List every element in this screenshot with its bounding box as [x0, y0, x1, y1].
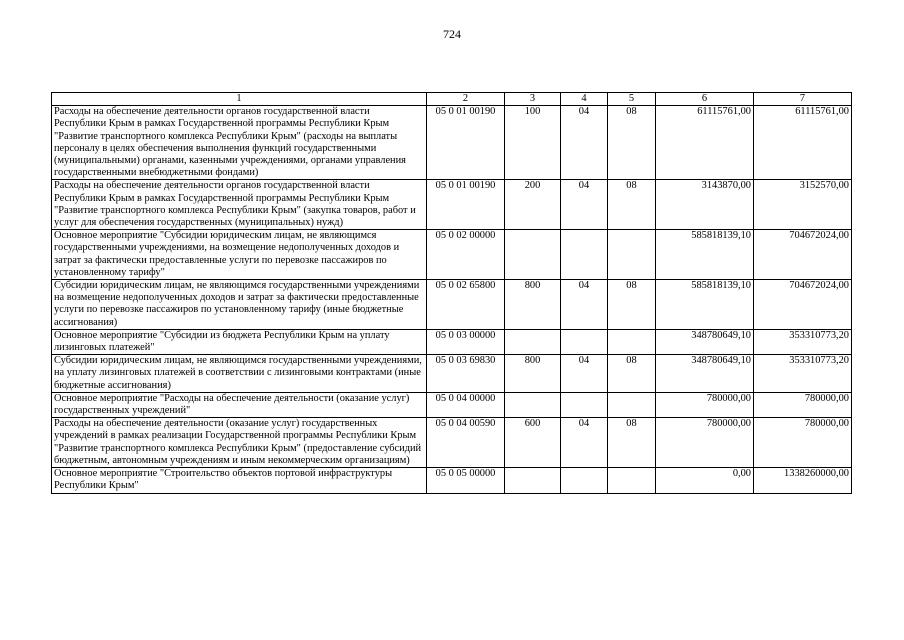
table-row	[52, 106, 852, 180]
row-name: Расходы на обеспечение деятельности органов государственной власти Республики Крым в рамках Государственной программы Республики Крым "Развитие транспортного комплекса Республики Крым" (расходы на выплаты персоналу в целях обеспечения выполнения функций государственными (муниципальными) органами, казенными учреждениями, органами управления государственными внебюджетными фондами)	[52, 106, 427, 180]
row-pr	[608, 230, 656, 280]
column-header: 1	[52, 93, 427, 106]
budget-table	[51, 92, 852, 494]
row-sum-col7: 704672024,00	[754, 280, 852, 330]
row-name: Основное мероприятие "Субсидии юридическим лицам, не являющимся государственными учреждениями, на возмещение недополученных доходов и затрат за фактически предоставленные услуги по перевозке пассажиров по установленному тарифу"	[52, 230, 427, 280]
row-vr: 600	[505, 418, 561, 468]
column-header: 5	[608, 93, 656, 106]
row-pr	[608, 392, 656, 417]
row-rz: 04	[561, 106, 608, 180]
page-number: 724	[443, 27, 461, 41]
table-row	[52, 468, 852, 493]
row-rz	[561, 468, 608, 493]
table-row	[52, 230, 852, 280]
row-code: 05 0 05 00000	[427, 468, 505, 493]
row-rz	[561, 329, 608, 354]
row-pr: 08	[608, 355, 656, 393]
column-header: 2	[427, 93, 505, 106]
row-vr	[505, 230, 561, 280]
header-row	[52, 93, 852, 106]
row-vr	[505, 468, 561, 493]
row-rz	[561, 230, 608, 280]
table-row	[52, 355, 852, 393]
row-sum-col7: 353310773,20	[754, 355, 852, 393]
table-row	[52, 418, 852, 468]
row-code: 05 0 04 00590	[427, 418, 505, 468]
row-name: Субсидии юридическим лицам, не являющимся государственными учреждениями, на уплату лизинговых платежей в соответствии с лизинговыми контрактами (иные бюджетные ассигнования)	[52, 355, 427, 393]
column-header: 7	[754, 93, 852, 106]
row-code: 05 0 03 69830	[427, 355, 505, 393]
row-name: Основное мероприятие "Субсидии из бюджета Республики Крым на уплату лизинговых платежей"	[52, 329, 427, 354]
row-sum-col6: 585818139,10	[656, 280, 754, 330]
row-sum-col7: 1338260000,00	[754, 468, 852, 493]
row-sum-col7: 780000,00	[754, 392, 852, 417]
table-row	[52, 392, 852, 417]
row-pr	[608, 329, 656, 354]
row-code: 05 0 01 00190	[427, 180, 505, 230]
row-sum-col6: 348780649,10	[656, 329, 754, 354]
row-sum-col7: 353310773,20	[754, 329, 852, 354]
column-header: 6	[656, 93, 754, 106]
row-code: 05 0 01 00190	[427, 106, 505, 180]
row-sum-col7: 780000,00	[754, 418, 852, 468]
row-rz: 04	[561, 180, 608, 230]
row-vr: 800	[505, 355, 561, 393]
row-name: Расходы на обеспечение деятельности органов государственной власти Республики Крым в рамках Государственной программы Республики Крым "Развитие транспортного комплекса Республики Крым" (закупка товаров, работ и услуг для обеспечения государственных (муниципальных) нужд)	[52, 180, 427, 230]
row-vr	[505, 329, 561, 354]
row-sum-col6: 585818139,10	[656, 230, 754, 280]
row-code: 05 0 02 65800	[427, 280, 505, 330]
row-code: 05 0 02 00000	[427, 230, 505, 280]
row-vr: 800	[505, 280, 561, 330]
row-sum-col6: 348780649,10	[656, 355, 754, 393]
row-vr: 100	[505, 106, 561, 180]
row-sum-col6: 780000,00	[656, 418, 754, 468]
row-code: 05 0 04 00000	[427, 392, 505, 417]
row-name: Основное мероприятие "Расходы на обеспечение деятельности (оказание услуг) государственных учреждений"	[52, 392, 427, 417]
row-rz: 04	[561, 355, 608, 393]
row-sum-col6: 780000,00	[656, 392, 754, 417]
row-sum-col7: 61115761,00	[754, 106, 852, 180]
row-pr: 08	[608, 180, 656, 230]
row-vr	[505, 392, 561, 417]
row-code: 05 0 03 00000	[427, 329, 505, 354]
table-row	[52, 329, 852, 354]
row-name: Расходы на обеспечение деятельности (оказание услуг) государственных учреждений в рамках реализации Государственной программы Республики Крым "Развитие транспортного комплекса Республики Крым" (предоставление субсидий бюджетным, автономным учреждениям и иным некоммерческим организациям)	[52, 418, 427, 468]
row-pr: 08	[608, 280, 656, 330]
row-pr	[608, 468, 656, 493]
column-header: 4	[561, 93, 608, 106]
row-rz: 04	[561, 280, 608, 330]
row-vr: 200	[505, 180, 561, 230]
row-name: Субсидии юридическим лицам, не являющимся государственными учреждениями на возмещение недополученных доходов и затрат за фактически предоставленные услуги по перевозке пассажиров по установленному тарифу (иные бюджетные ассигнования)	[52, 280, 427, 330]
row-rz: 04	[561, 418, 608, 468]
row-sum-col6: 61115761,00	[656, 106, 754, 180]
table-row	[52, 180, 852, 230]
row-rz	[561, 392, 608, 417]
row-sum-col7: 704672024,00	[754, 230, 852, 280]
row-sum-col6: 3143870,00	[656, 180, 754, 230]
table-row	[52, 280, 852, 330]
column-header: 3	[505, 93, 561, 106]
row-sum-col6: 0,00	[656, 468, 754, 493]
row-pr: 08	[608, 106, 656, 180]
row-sum-col7: 3152570,00	[754, 180, 852, 230]
row-name: Основное мероприятие "Строительство объектов портовой инфраструктуры Республики Крым"	[52, 468, 427, 493]
row-pr: 08	[608, 418, 656, 468]
